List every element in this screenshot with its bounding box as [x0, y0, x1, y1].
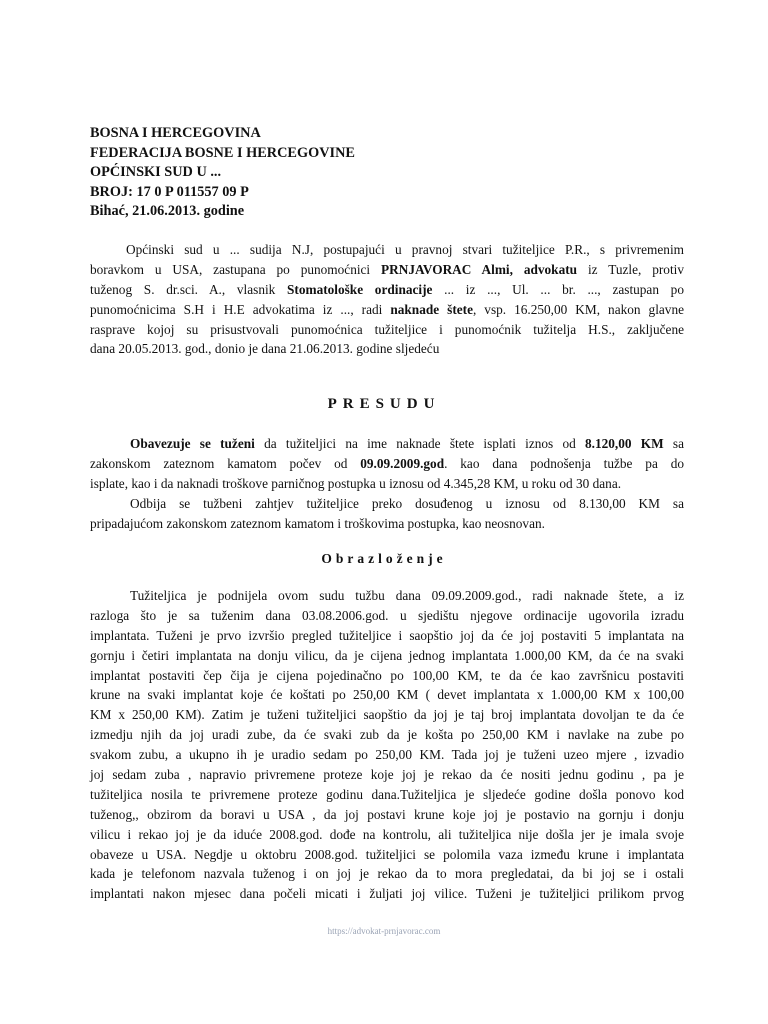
- interest-date: 09.09.2009.god: [360, 455, 445, 471]
- intro-line: boravkom u USA, zastupana po punomoćnici PRNJAVORAC Almi, advokatu iz Tuzle, protiv: [90, 261, 684, 277]
- header-court: OPĆINSKI SUD U ...: [90, 164, 222, 180]
- header-case-number: BROJ: 17 0 P 011557 09 P: [90, 183, 249, 200]
- court-header: [90, 124, 355, 222]
- reasoning-line: gornju i četiri implantata na donju vilicu, da je cijena jednog implantata 1.000,00 KM, da će na svaki: [90, 647, 684, 663]
- clinic-name: Stomatološke ordinacije: [287, 281, 433, 297]
- reasoning-line: kada je telefonom nazvala tuženog i on joj je rekao da to mora pregledatai, da bi joj se i ostali: [90, 866, 684, 882]
- footer-link[interactable]: https://advokat-prnjavorac.com: [327, 926, 441, 936]
- reasoning-paragraph: [90, 586, 684, 904]
- reasoning-line: Tužiteljica je podnijela ovom sudu tužbu dana 09.09.2009.god., radi naknade štete, a iz: [130, 588, 684, 603]
- verdict-line: pripadajućom zakonskom zateznom kamatom i troškovima postupka, kao neosnovan.: [90, 515, 545, 531]
- reasoning-line: obaveze u USA. Negdje u oktobru 2008.god. tužiteljici se polomila vaza između krune i implantata: [90, 846, 684, 862]
- attorney-name: PRNJAVORAC Almi, advokatu: [381, 261, 578, 277]
- intro-line: tuženog S. dr.sci. A., vlasnik Stomatološke ordinacije ... iz ..., Ul. ... br. ..., zastupan po: [90, 281, 684, 297]
- reasoning-line: tužiteljica nosila te privremene proteze godinu dana.Tužiteljica je sljedeće godine došla ponovo kod: [90, 786, 684, 802]
- intro-line: Općinski sud u ... sudija N.J, postupajući u pravnoj stvari tužiteljice P.R., s privremenim: [126, 242, 684, 257]
- claim-type: naknade štete: [390, 301, 473, 317]
- verdict-title: PRESUDU: [327, 396, 441, 412]
- intro-line: dana 20.05.2013. god., donio je dana 21.06.2013. godine sljedeću: [90, 341, 440, 357]
- verdict-line: Obavezuje se tuženi da tužiteljici na ime naknade štete isplati iznos od 8.120,00 KM sa: [130, 436, 685, 451]
- reasoning-line: tuženog,, obzirom da boravi u USA , da joj postavi krune koje joj je postavio na gornju i donju: [90, 806, 684, 822]
- reasoning-line: razloga što je sa tuženim dana 03.08.2006.god. u sjedištu njegove ordinacije ugovorila izradu: [90, 607, 684, 623]
- intro-line: rasprave kojoj su prisustvovali punomoćnica tužiteljice i punomoćnik tužitelja H.S., zaključene: [90, 321, 684, 337]
- reasoning-line: krune na svaki implantat koje će koštati po 250,00 KM ( devet implantata x 1.000,00 KM x 100,00: [90, 687, 684, 703]
- reasoning-line: joj sedam zuba , napravio privremene proteze koje joj je rekao da će nositi jednu godinu , pa je: [90, 767, 684, 783]
- intro-paragraph: [90, 240, 684, 359]
- verdict-line: zakonskom zateznom kamatom počev od 09.09.2009.god. kao dana podnošenja tužbe pa do: [90, 455, 684, 471]
- reasoning-line: KM x 250,00 KM). Zatim je tuženi tužiteljici saopštio da joj je taj broj implantata dovoljan te da će: [90, 707, 684, 723]
- verdict-line: isplate, kao i da naknadi troškove parničnog postupka u iznosu od 4.345,28 KM, u roku od 30 dana.: [90, 475, 622, 491]
- reasoning-line: vilicu i rekao joj je da iduće 2008.god. dođe na kontrolu, ali tužiteljica nije došla jer je imala svoje: [90, 826, 684, 842]
- header-date: Bihać, 21.06.2013. godine: [90, 203, 245, 219]
- reasoning-line: izmedju njih da joj uradi zube, da će svaki zub da je košta po 250,00 KM i navlake na zube po: [90, 727, 684, 743]
- header-federation: FEDERACIJA BOSNE I HERCEGOVINE: [90, 144, 355, 161]
- reasoning-line: implantat postaviti čep čija je cijena pojedinačno po 100,00 KM, te da će kao završnicu postaviti: [90, 667, 684, 683]
- reasoning-line: implantati nakon mjesec dana počeli micati i žuljati joj vilice. Tuženi je tužiteljici prilikom prvog: [90, 886, 684, 902]
- reasoning-title: Obrazloženje: [321, 551, 447, 566]
- verdict-line: Odbija se tužbeni zahtjev tužiteljice preko dosuđenog u iznosu od 8.130,00 KM sa: [130, 495, 684, 511]
- reasoning-line: svakom zubu, a ukupno ih je uradio sedam po 250,00 KM. Tada joj je tuženi uzeo mjere , izvadio: [90, 747, 684, 763]
- verdict-paragraph: [90, 434, 684, 533]
- awarded-amount: 8.120,00 KM: [585, 436, 664, 451]
- header-country: BOSNA I HERCEGOVINA: [90, 125, 261, 141]
- intro-line: punomoćnicima S.H i H.E advokatima iz ..., radi naknade štete, vsp. 16.250,00 KM, nakon glavne: [90, 301, 684, 317]
- reasoning-line: implantata. Tuženi je prvo izvršio pregled tužiteljice i saopštio joj da će joj postaviti 5 implantata na: [90, 627, 684, 643]
